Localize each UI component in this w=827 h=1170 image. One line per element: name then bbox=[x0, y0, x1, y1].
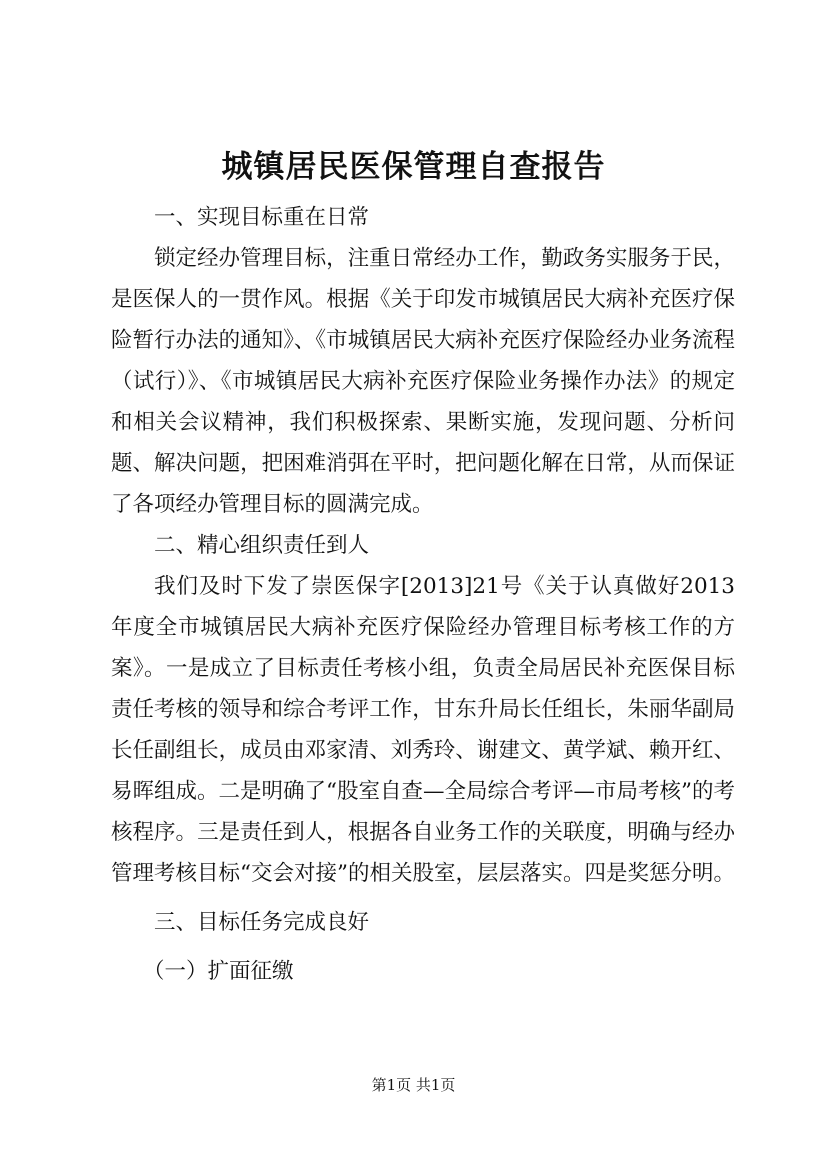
section-heading-1: 一、实现目标重在日常 bbox=[154, 205, 370, 230]
section-heading-2: 二、精心组织责任到人 bbox=[154, 533, 370, 558]
document-body bbox=[111, 197, 735, 992]
page-footer: 第1页 共1页 bbox=[371, 1076, 456, 1094]
document-title: 城镇居民医保管理自查报告 bbox=[221, 149, 606, 185]
section-heading-3: 三、目标任务完成良好 bbox=[154, 910, 370, 935]
spacer bbox=[111, 894, 735, 902]
paragraph-1: 锁定经办管理目标，注重日常经办工作，勤政务实服务于民，是医保人的一贯作风。根据《关于印发市城镇居民大病补充医疗保险暂行办法的通知》、《市城镇居民大病补充医疗保险经办业务流程（试行）》、《市城镇居民大病补充医疗保险业务操作办法》的规定和相关会议精神，我们积极探索、果断实施，发现问题、分析问题、解决问题，把困难消弭在平时，把问题化解在日常，从而保证了各项经办管理目标的圆满完成。 bbox=[111, 246, 735, 517]
subsection-heading-1: （一）扩面征缴 bbox=[143, 959, 294, 984]
paragraph-2: 我们及时下发了崇医保字[2013]21号《关于认真做好2013年度全市城镇居民大病补充医疗保险经办管理目标考核工作的方案》。一是成立了目标责任考核小组，负责全局居民补充医保目标责任考核的领导和综合考评工作，甘东升局长任组长，朱丽华副局长任副组长，成员由邓家清、刘秀玲、谢建文、黄学斌、赖开红、易晖组成。二是明确了“股室自查—全局综合考评—市局考核”的考核程序。三是责任到人，根据各自业务工作的关联度，明确与经办管理考核目标“交会对接”的相关股室，层层落实。四是奖惩分明。 bbox=[111, 574, 735, 886]
